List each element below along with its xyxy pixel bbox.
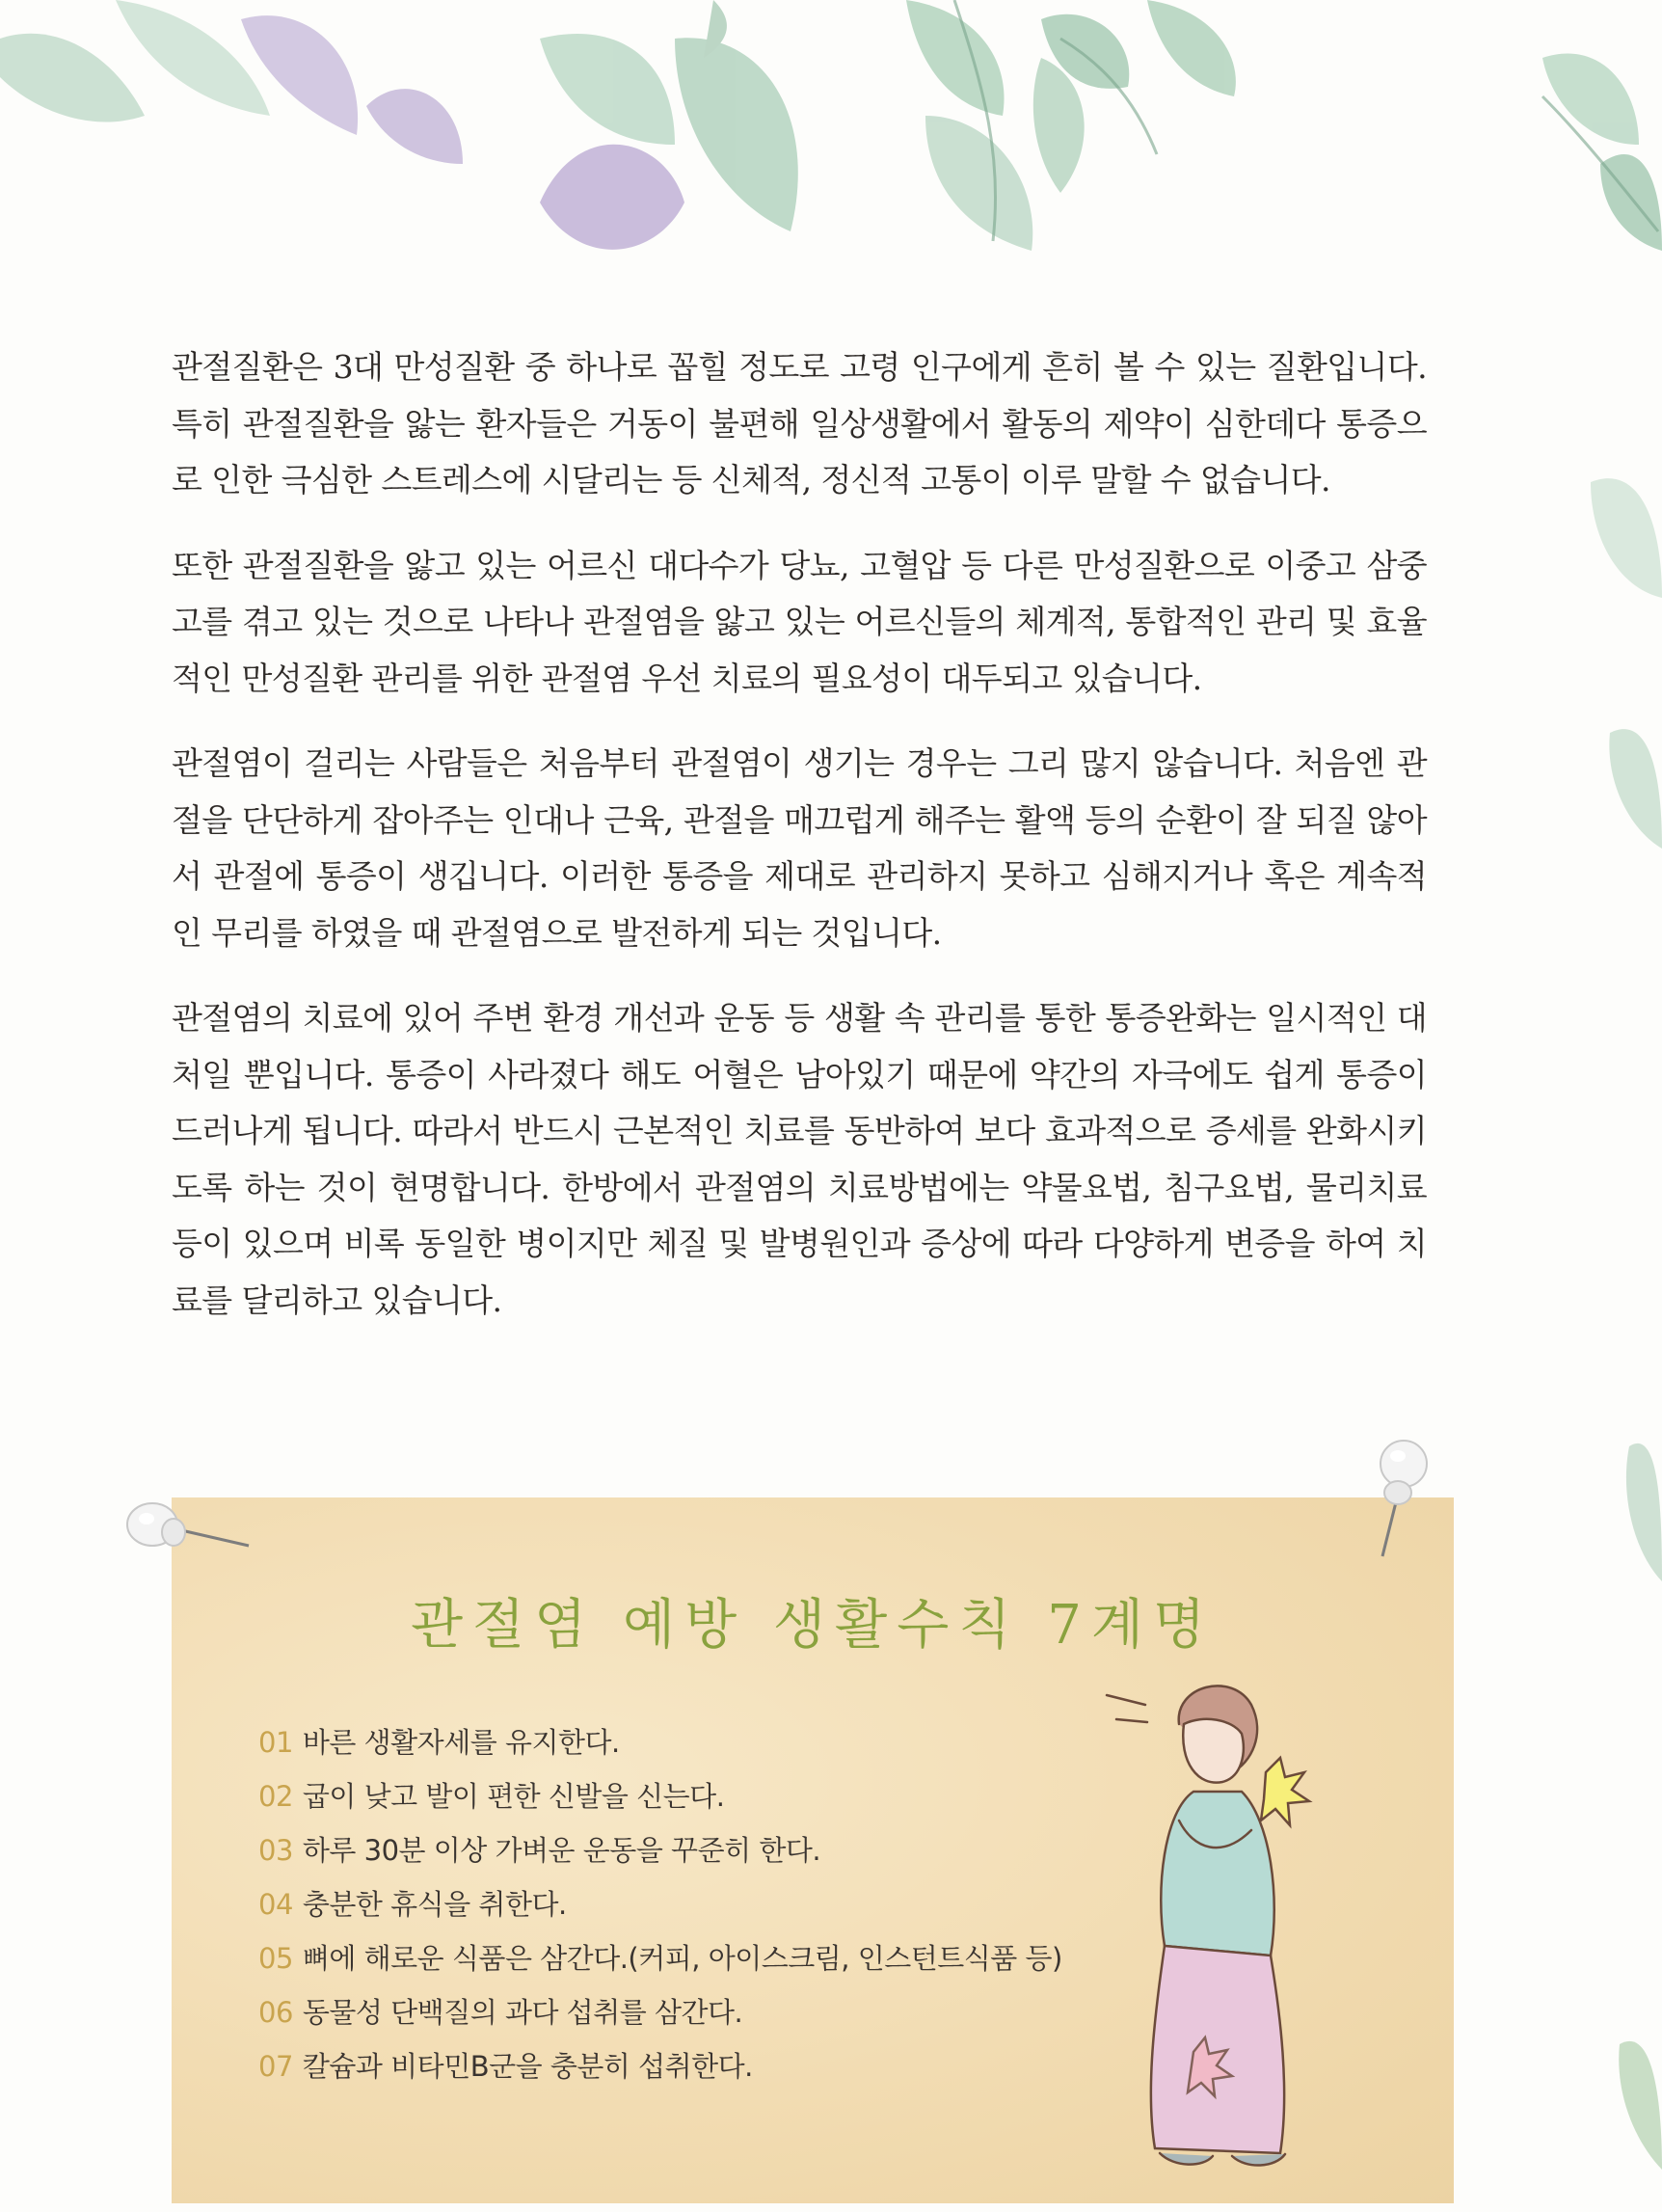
rule-item <box>258 1715 1062 1769</box>
paragraph: 관절염의 치료에 있어 주변 환경 개선과 운동 등 생활 속 관리를 통한 통증완화는 일시적인 대처일 뿐입니다. 통증이 사라졌다 해도 어혈은 남아있기 때문에 약간의 자극에도 쉽게 통증이 드러나게 됩니다. 따라서 반드시 근본적인 치료를 동반하여 보다 효과적으로 증세를 완화시키도록 하는 것이 현명합니다. 한방에서 관절염의 치료방법에는 약물요법, 침구요법, 물리치료 등이 있으며 비록 동일한 병이지만 체질 및 발병원인과 증상에 따라 다양하게 변증을 하여 치료를 달리하고 있습니다. <box>172 999 1427 1319</box>
rule-number: 06 <box>258 1996 293 2029</box>
rule-text: 바른 생활자세를 유지한다. <box>302 1726 620 1759</box>
rule-item <box>258 1931 1062 1985</box>
paragraph: 관절질환은 3대 만성질환 중 하나로 꼽힐 정도로 고령 인구에게 흔히 볼 수 있는 질환입니다. 특히 관절질환을 앓는 환자들은 거동이 불편해 일상생활에서 활동의 제약이 심한데다 통증으로 인한 극심한 스트레스에 시달리는 등 신체적, 정신적 고통이 이루 말할 수 없습니다. <box>172 348 1427 499</box>
rule-item <box>258 1769 1062 1823</box>
rules-list <box>258 1715 1062 2093</box>
rule-number: 01 <box>258 1726 293 1759</box>
rule-text: 충분한 휴식을 취한다. <box>302 1888 567 1921</box>
rule-text: 동물성 단백질의 과다 섭취를 삼간다. <box>302 1996 743 2029</box>
leaf-decoration-top <box>0 0 1662 318</box>
rule-item <box>258 2039 1062 2093</box>
rule-number: 05 <box>258 1942 293 1975</box>
paragraph: 관절염이 걸리는 사람들은 처음부터 관절염이 생기는 경우는 그리 많지 않습니다. 처음엔 관절을 단단하게 잡아주는 인대나 근육, 관절을 매끄럽게 해주는 활액 등의 순환이 잘 되질 않아서 관절에 통증이 생깁니다. 이러한 통증을 제대로 관리하지 못하고 심해지거나 혹은 계속적인 무리를 하였을 때 관절염으로 발전하게 되는 것입니다. <box>172 744 1427 952</box>
rule-text: 뼈에 해로운 식품은 삼간다.(커피, 아이스크림, 인스턴트식품 등) <box>302 1942 1062 1975</box>
card-title: 관절염 예방 생활수칙 7계명 <box>410 1594 1216 1657</box>
rule-text: 굽이 낮고 발이 편한 신발을 신는다. <box>302 1780 725 1813</box>
rule-number: 04 <box>258 1888 293 1921</box>
woman-with-joint-pain-illustration <box>1087 1666 1357 2187</box>
rule-item <box>258 1823 1062 1877</box>
rule-text: 하루 30분 이상 가벼운 운동을 꾸준히 한다. <box>302 1834 821 1867</box>
rule-item <box>258 1985 1062 2039</box>
article-body <box>172 339 1427 1358</box>
rule-number: 03 <box>258 1834 293 1867</box>
paragraph: 또한 관절질환을 앓고 있는 어르신 대다수가 당뇨, 고혈압 등 다른 만성질환으로 이중고 삼중고를 겪고 있는 것으로 나타나 관절염을 앓고 있는 어르신들의 체계적, 통합적인 관리 및 효율적인 만성질환 관리를 위한 관절염 우선 치료의 필요성이 대두되고 있습니다. <box>172 546 1427 697</box>
rule-number: 02 <box>258 1780 293 1813</box>
rule-text: 칼슘과 비타민B군을 충분히 섭취한다. <box>302 2050 753 2083</box>
pushpin-icon <box>114 1490 258 1567</box>
rule-number: 07 <box>258 2050 293 2083</box>
pushpin-icon <box>1357 1435 1444 1560</box>
rule-item <box>258 1877 1062 1931</box>
